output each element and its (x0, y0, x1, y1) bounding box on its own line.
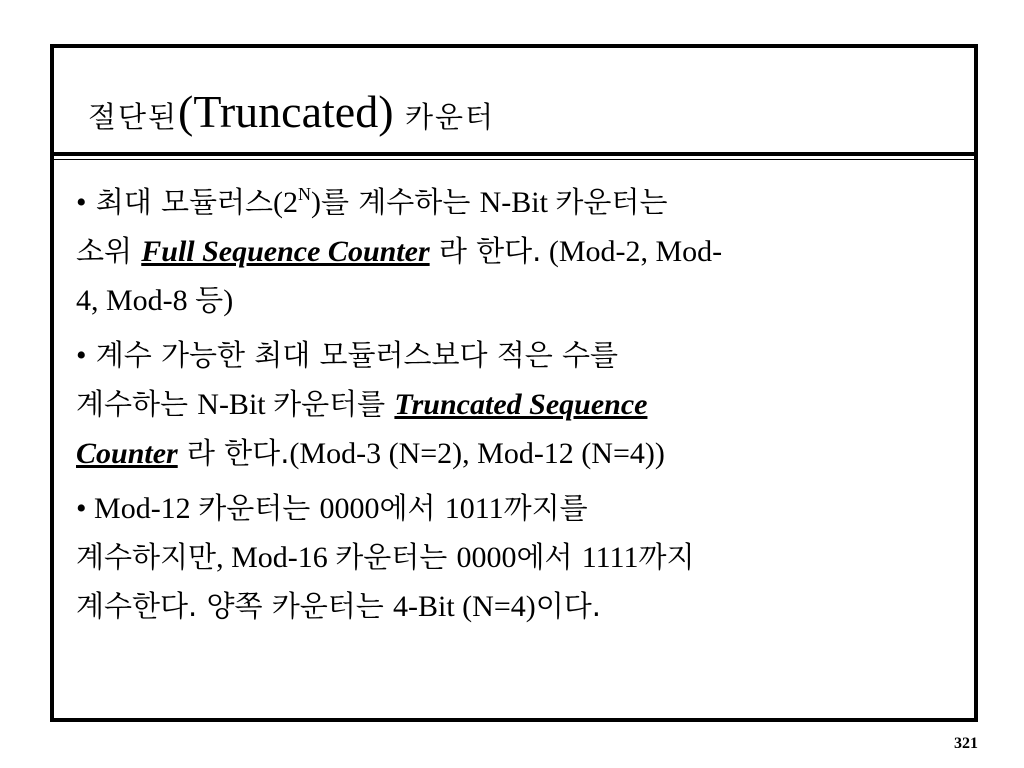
text: 라 한다. (429, 234, 542, 268)
title-korean-2: 카운터 (405, 100, 496, 134)
title-divider-thin (54, 159, 974, 160)
text: 등 (195, 283, 224, 317)
text: 카운터는 (555, 185, 668, 219)
text: 4-Bit (N=4) (393, 590, 536, 623)
text: 소위 (76, 234, 142, 268)
text: , Mod-16 (216, 541, 336, 574)
text: 0000 (456, 541, 517, 574)
text: Mod-12 (86, 492, 199, 525)
title-korean: 절단된 (88, 100, 179, 134)
text: 계수하지만 (76, 540, 217, 574)
text: 계수 가능한 최대 모듈러스보다 적은 수를 (86, 338, 619, 372)
text: 계수하는 (76, 387, 198, 421)
text: 까지 (638, 540, 695, 574)
text: 카운터를 (273, 387, 395, 421)
text: N-Bit (479, 186, 556, 219)
slide-body (76, 178, 954, 637)
title-english: (Truncated) (178, 86, 394, 137)
bullet-2 (76, 331, 954, 478)
text: 카운터는 (198, 491, 320, 525)
text: 라 한다. (177, 436, 290, 470)
text: N-Bit (197, 388, 274, 421)
text: 까지를 (503, 491, 588, 525)
bullet-marker: • (76, 186, 87, 219)
text: ) (311, 186, 322, 219)
full-sequence-counter-term: Full Sequence Counter (141, 235, 430, 268)
text: 계수한다. 양쪽 카운터는 (76, 589, 394, 623)
bullet-marker: • (76, 492, 87, 525)
page-number: 321 (954, 735, 978, 752)
bullet-1 (76, 178, 954, 325)
title-divider (54, 152, 974, 156)
text: (Mod-3 (N=2), Mod-12 (N=4)) (289, 437, 665, 470)
bullet-3 (76, 484, 954, 631)
text: 1111 (581, 541, 639, 574)
text: 에서 (516, 540, 582, 574)
counter-term: Counter (76, 437, 178, 470)
text: (2 (273, 186, 299, 219)
text: 최대 모듈러스 (86, 185, 274, 219)
text: 1011 (444, 492, 504, 525)
truncated-sequence-term: Truncated Sequence (394, 388, 648, 421)
text: 이다. (535, 589, 601, 623)
text: 4, Mod-8 (76, 284, 196, 317)
superscript: N (298, 184, 312, 204)
text: 카운터는 (335, 540, 457, 574)
text: 에서 (379, 491, 445, 525)
text: (Mod-2, Mod- (541, 235, 723, 268)
slide-frame (50, 44, 978, 722)
slide-title (88, 70, 964, 154)
text: ) (223, 284, 234, 317)
bullet-marker: • (76, 339, 87, 372)
text: 0000 (319, 492, 380, 525)
text: 를 계수하는 (321, 185, 480, 219)
